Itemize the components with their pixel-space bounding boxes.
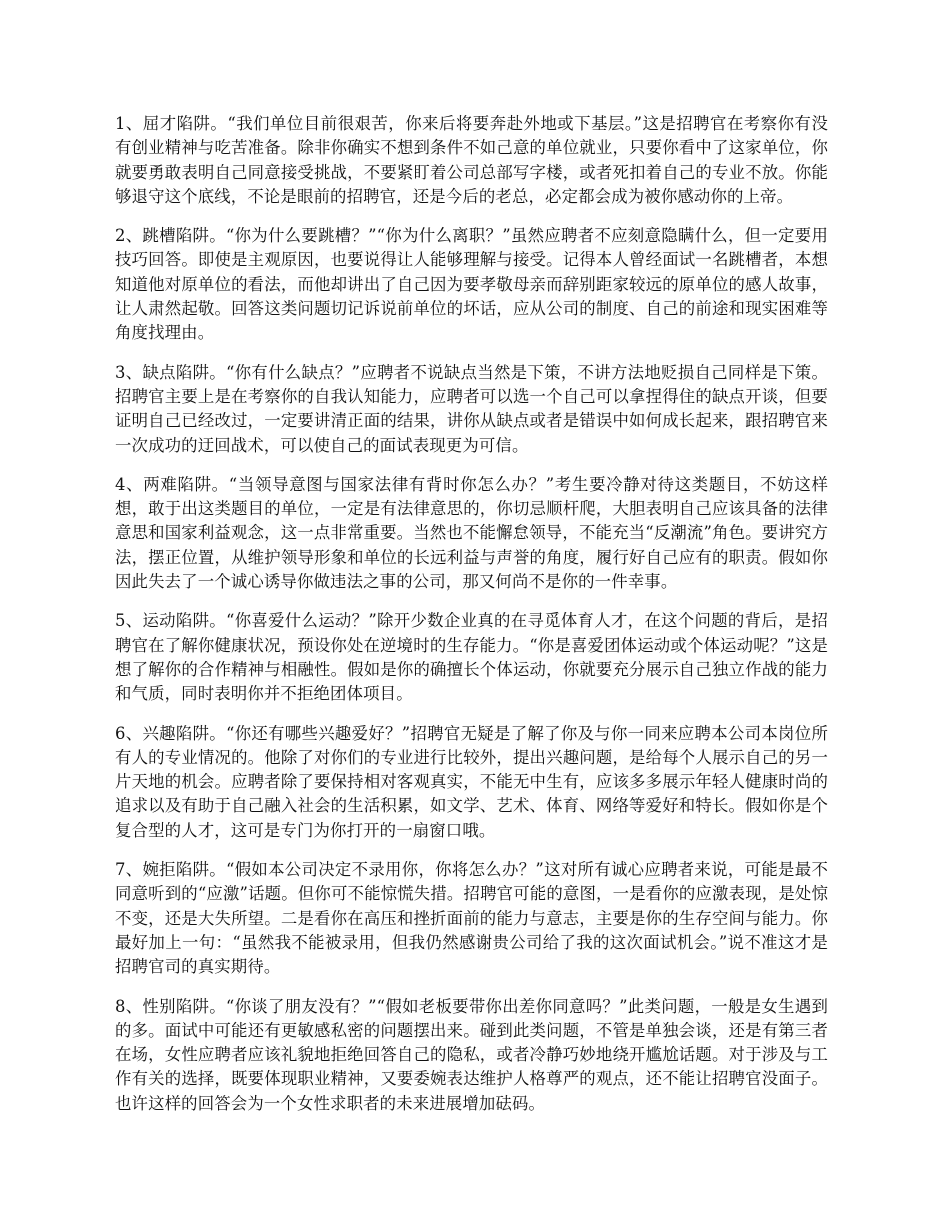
- paragraph-5: 5、运动陷阱。“你喜爱什么运动？”除开少数企业真的在寻觅体育人才，在这个问题的背后，是招聘官在了解你健康状况，预设你处在逆境时的生存能力。“你是喜爱团体运动或个体运动呢？”这是想了解你的合作精神与相融性。假如是你的确擅长个体运动，你就要充分展示自己独立作战的能力和气质，同时表明你并不拒绝团体项目。: [115, 611, 828, 704]
- paragraph-6: 6、兴趣陷阱。“你还有哪些兴趣爱好？”招聘官无疑是了解了你及与你一同来应聘本公司本岗位所有人的专业情况的。他除了对你们的专业进行比较外，提出兴趣问题，是给每个人展示自己的另一片天地的机会。应聘者除了要保持相对客观真实，不能无中生有，应该多多展示年轻人健康时尚的追求以及有助于自己融入社会的生活积累，如文学、艺术、体育、网络等爱好和特长。假如你是个复合型的人才，这可是专门为你打开的一扇窗口哦。: [115, 723, 828, 840]
- paragraph-8: 8、性别陷阱。“你谈了朋友没有？”“假如老板要带你出差你同意吗？”此类问题，一般是女生遇到的多。面试中可能还有更敏感私密的问题摆出来。碰到此类问题，不管是单独会谈，还是有第三者在场，女性应聘者应该礼貌地拒绝回答自己的隐私，或者冷静巧妙地绕开尴尬话题。对于涉及与工作有关的选择，既要体现职业精神，又要委婉表达维护人格尊严的观点，还不能让招聘官没面子。也许这样的回答会为一个女性求职者的未来进展增加砝码。: [115, 996, 828, 1113]
- document-body: [115, 112, 828, 1131]
- paragraph-1: 1、屈才陷阱。“我们单位目前很艰苦，你来后将要奔赴外地或下基层。”这是招聘官在考察你有没有创业精神与吃苦准备。除非你确实不想到条件不如己意的单位就业，只要你看中了这家单位，你就要勇敢表明自己同意接受挑战，不要紧盯着公司总部写字楼，或者死扣着自己的专业不放。你能够退守这个底线，不论是眼前的招聘官，还是今后的老总，必定都会成为被你感动你的上帝。: [115, 114, 828, 206]
- paragraph-7: 7、婉拒陷阱。“假如本公司决定不录用你，你将怎么办？”这对所有诚心应聘者来说，可能是最不同意听到的“应激”话题。但你可不能惊慌失措。招聘官可能的意图，一是看你的应激表现，是处惊不变，还是大失所望。二是看你在高压和挫折面前的能力与意志，主要是你的生存空间与能力。你最好加上一句：“虽然我不能被录用，但我仍然感谢贵公司给了我的这次面试机会。”说不准这才是招聘官司的真实期待。: [115, 860, 828, 977]
- paragraph-2: 2、跳槽陷阱。“你为什么要跳槽？”“你为什么离职？”虽然应聘者不应刻意隐瞒什么，但一定要用技巧回答。即使是主观原因，也要说得让人能够理解与接受。记得本人曾经面试一名跳槽者，本想知道他对原单位的看法，而他却讲出了自己因为要孝敬母亲而辞别距家较远的原单位的感人故事，让人肃然起敬。回答这类问题切记诉说前单位的坏话，应从公司的制度、自己的前途和现实困难等角度找理由。: [115, 226, 828, 343]
- paragraph-4: 4、两难陷阱。“当领导意图与国家法律有背时你怎么办？”考生要冷静对待这类题目，不妨这样想，敢于出这类题目的单位，一定是有法律意思的，你切忌顺杆爬，大胆表明自己应该具备的法律意思和国家利益观念，这一点非常重要。当然也不能懈怠领导，不能充当“反潮流”角色。要讲究方法，摆正位置，从维护领导形象和单位的长远利益与声誉的角度，履行好自己应有的职责。假如你因此失去了一个诚心诱导你做违法之事的公司，那又何尚不是你的一件幸事。: [115, 474, 828, 592]
- paragraph-3: 3、缺点陷阱。“你有什么缺点？”应聘者不说缺点当然是下策，不讲方法地贬损自己同样是下策。招聘官主要上是在考察你的自我认知能力，应聘者可以选一个自己可以拿捏得住的缺点开谈，但要证明自己已经改过，一定要讲清正面的结果，讲你从缺点或者是错误中如何成长起来，跟招聘官来一次成功的迂回战术，可以使自己的面试表现更为可信。: [115, 362, 828, 455]
